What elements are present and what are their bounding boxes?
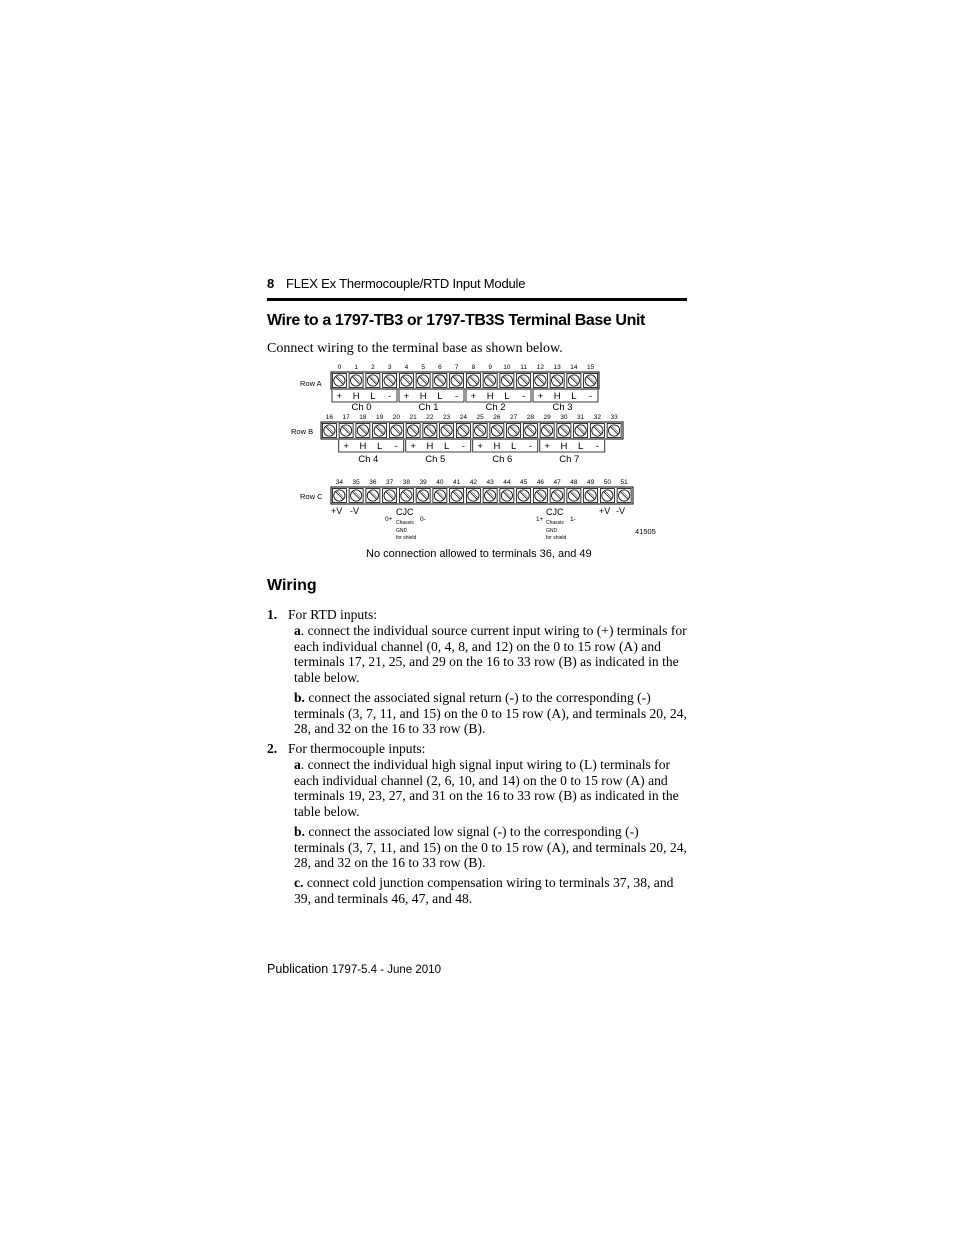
channel-pin-label: H: [352, 391, 360, 402]
terminal-number: 51: [620, 479, 628, 486]
terminal-screw: [584, 374, 598, 388]
terminal-number: 47: [553, 479, 561, 486]
text-line: c. connect cold junction compensation wiring to terminals 37, 38, and: [294, 875, 674, 890]
step-1a-lead: a: [294, 623, 301, 638]
channel-pin-label: L: [577, 441, 584, 452]
text-line: terminals (3, 7, 11, and 15) on the 0 to 15 row (A), and terminals 20, 24,: [294, 839, 687, 855]
terminal-screw: [550, 374, 564, 388]
terminal-number: 22: [426, 414, 434, 421]
terminal-number: 24: [459, 414, 467, 421]
terminal-number: 11: [520, 364, 527, 371]
text-line: a. connect the individual high signal input wiring to (L) terminals for: [294, 757, 671, 772]
section-title: Wire to a 1797-TB3 or 1797-TB3S Terminal Base Unit: [267, 312, 645, 329]
channel-pin-label: +: [537, 391, 544, 402]
terminal-number: 13: [553, 364, 561, 371]
terminal-screw: [533, 489, 547, 503]
channel-pin-label: -: [461, 441, 465, 452]
channel-pin-label: H: [359, 441, 367, 452]
channel-pin-label: H: [419, 391, 427, 402]
terminal-screw: [584, 489, 598, 503]
terminal-screw: [590, 424, 604, 438]
terminal-screw: [483, 374, 497, 388]
step-1-number: 1.: [267, 607, 278, 622]
channel-pin-label: L: [376, 441, 383, 452]
terminal-number: 9: [488, 364, 492, 371]
terminal-number: 8: [471, 364, 476, 371]
terminal-screw: [373, 424, 387, 438]
channel-label: Ch 5: [425, 454, 446, 465]
step-2b-lead: b.: [294, 824, 305, 839]
terminal-number: 1: [354, 364, 358, 371]
text-line: terminals 17, 21, 25, and 29 on the 16 to 33 row (B) as indicated in the: [294, 654, 679, 670]
channel-label: Ch 7: [559, 454, 580, 465]
page-header: [267, 276, 687, 296]
terminal-number: 42: [469, 479, 477, 486]
text-line: 28, and 32 on the 16 to 33 row (B).: [294, 855, 486, 871]
terminal-number: 27: [510, 414, 518, 421]
terminal-number: 40: [436, 479, 444, 486]
step-2-text: For thermocouple inputs:: [288, 741, 426, 756]
terminal-screw: [450, 374, 464, 388]
terminal-screw: [533, 374, 547, 388]
channel-label: Ch 4: [358, 454, 379, 465]
terminal-number: 33: [610, 414, 618, 421]
chassis-gnd-0-line1: Chassis: [396, 520, 414, 526]
terminal-screw: [600, 489, 614, 503]
terminal-screw: [507, 424, 521, 438]
text-line: table below.: [294, 803, 360, 819]
terminal-screw: [540, 424, 554, 438]
terminal-screw: [349, 489, 363, 503]
terminal-number: 20: [392, 414, 400, 421]
terminal-screw: [607, 424, 621, 438]
minus-v-right: -V: [616, 506, 625, 516]
publication-number: 1797-5.4 - June 2010: [331, 964, 441, 976]
text-line: 39, and terminals 46, 47, and 48.: [294, 890, 473, 906]
terminal-number: 30: [560, 414, 568, 421]
figure-number: 41505: [635, 527, 656, 536]
channel-pin-label: L: [504, 391, 510, 402]
terminal-number: 41: [453, 479, 461, 486]
terminal-screw: [383, 374, 397, 388]
terminal-number: 14: [570, 364, 578, 371]
channel-pin-label: L: [510, 441, 517, 452]
terminal-screw: [433, 374, 447, 388]
terminal-number: 26: [493, 414, 501, 421]
channel-label: Ch 3: [552, 402, 573, 413]
channel-pin-label: L: [571, 391, 577, 402]
terminal-screw: [332, 489, 346, 503]
channel-pin-label: +: [343, 441, 349, 452]
section-intro: Connect wiring to the terminal base as shown below.: [267, 341, 563, 356]
terminal-number: 3: [387, 364, 392, 371]
step-2b-paragraph: [294, 824, 688, 871]
terminal-number: 4: [404, 364, 409, 371]
chassis-gnd-1-line3: for shield: [546, 535, 567, 541]
channel-bracket: [533, 390, 598, 413]
text-line: a. connect the individual source current input wiring to (+) terminals for: [294, 623, 687, 638]
terminal-number: 48: [570, 479, 578, 486]
terminal-screw: [473, 424, 487, 438]
channel-pin-label: L: [437, 391, 443, 402]
channel-pin-label: -: [589, 391, 593, 402]
step-2-number: 2.: [267, 741, 278, 756]
text-line: b. connect the associated signal return (-) to the corresponding (-): [294, 690, 651, 705]
step-2a-paragraph: [294, 757, 688, 819]
terminal-number: 6: [438, 364, 442, 371]
channel-pin-label: +: [403, 391, 410, 402]
channel-pin-label: +: [410, 441, 416, 452]
chassis-gnd-1-line2: GND: [546, 528, 558, 534]
wiring-title: Wiring: [267, 577, 317, 594]
row-b-label: Row B: [291, 427, 314, 436]
channel-label: Ch 1: [418, 402, 439, 413]
terminal-screw: [567, 374, 581, 388]
terminal-number: 21: [409, 414, 417, 421]
terminal-screw: [490, 424, 504, 438]
diagram-note: No connection allowed to terminals 36, and 49: [366, 548, 592, 560]
terminal-screw: [433, 489, 447, 503]
terminal-number: 38: [402, 479, 410, 486]
terminal-number: 25: [476, 414, 484, 421]
text-line: table below.: [294, 669, 360, 685]
terminal-number: 49: [587, 479, 595, 486]
terminal-number: 5: [421, 364, 425, 371]
cjc0-minus: 0-: [420, 516, 426, 523]
terminal-number: 29: [543, 414, 551, 421]
terminal-screw: [483, 489, 497, 503]
terminal-number: 17: [342, 414, 350, 421]
text-line: b. connect the associated low signal (-) to the corresponding (-): [294, 824, 639, 839]
plus-v-left: +V: [331, 506, 343, 516]
terminal-number: 35: [352, 479, 360, 486]
header-rule: [267, 298, 687, 301]
terminal-screw: [366, 489, 380, 503]
terminal-screw: [356, 424, 370, 438]
channel-pin-label: -: [388, 391, 392, 402]
step-2c-lead: c.: [294, 875, 304, 890]
terminal-screw: [423, 424, 437, 438]
channel-pin-label: L: [370, 391, 376, 402]
row-a-label: Row A: [300, 379, 322, 388]
terminal-screw: [466, 374, 480, 388]
terminal-number: 43: [486, 479, 494, 486]
chassis-gnd-0-line3: for shield: [396, 535, 417, 541]
step-1b-lead: b.: [294, 690, 305, 705]
step-1a-paragraph: [294, 623, 688, 685]
terminal-screw: [339, 424, 353, 438]
cjc1-label: CJC: [546, 507, 564, 517]
channel-bracket: [399, 390, 464, 413]
channel-pin-label: H: [486, 391, 494, 402]
channel-pin-label: -: [528, 441, 532, 452]
terminal-number: 37: [386, 479, 394, 486]
terminal-number: 19: [376, 414, 384, 421]
terminal-screw: [450, 489, 464, 503]
channel-pin-label: +: [470, 391, 477, 402]
header-title: FLEX Ex Thermocouple/RTD Input Module: [286, 276, 526, 291]
terminal-number: 32: [593, 414, 601, 421]
cjc1-minus: 1-: [570, 516, 576, 523]
channel-pin-label: +: [336, 391, 343, 402]
terminal-number: 15: [587, 364, 595, 371]
page-footer: [267, 962, 441, 976]
terminal-screw: [500, 374, 514, 388]
plus-v-right: +V: [599, 506, 611, 516]
step-2a-lead: a: [294, 757, 301, 772]
channel-bracket: [332, 390, 397, 413]
chassis-gnd-1-line1: Chassis: [546, 520, 564, 526]
chassis-gnd-0-line2: GND: [396, 528, 408, 534]
terminal-number: 10: [503, 364, 511, 371]
terminal-number: 46: [536, 479, 544, 486]
terminal-screw: [366, 374, 380, 388]
channel-bracket: [406, 440, 471, 465]
terminal-number: 16: [325, 414, 333, 421]
terminal-screw: [383, 489, 397, 503]
terminal-number: 7: [454, 364, 459, 371]
channel-pin-label: H: [493, 441, 501, 452]
step-1b-paragraph: [294, 690, 688, 737]
text-line: terminals (3, 7, 11, and 15) on the 0 to 15 row (A), and terminals 20, 24,: [294, 705, 687, 721]
cjc1-plus: 1+: [536, 516, 544, 523]
cjc0-label: CJC: [396, 507, 414, 517]
row-c-label: Row C: [300, 492, 323, 501]
terminal-number: 44: [503, 479, 511, 486]
cjc0-plus: 0+: [385, 516, 393, 523]
terminal-number: 34: [335, 479, 343, 486]
terminal-number: 39: [419, 479, 427, 486]
terminal-number: 28: [526, 414, 534, 421]
terminal-number: 50: [603, 479, 611, 486]
terminal-screw: [389, 424, 403, 438]
terminal-screw: [567, 489, 581, 503]
terminal-screw: [399, 374, 413, 388]
terminal-number: 12: [536, 364, 544, 371]
page-number: 8: [267, 276, 275, 291]
channel-pin-label: -: [455, 391, 459, 402]
terminal-number: 2: [371, 364, 375, 371]
channel-pin-label: -: [595, 441, 599, 452]
text-line: each individual channel (2, 6, 10, and 14) on the 0 to 15 row (A) and: [294, 772, 668, 788]
terminal-screw: [466, 489, 480, 503]
terminal-screw: [500, 489, 514, 503]
terminal-number: 45: [520, 479, 528, 486]
channel-bracket: [339, 440, 404, 465]
channel-pin-label: -: [394, 441, 398, 452]
minus-v-left: -V: [350, 506, 359, 516]
terminal-screw: [557, 424, 571, 438]
text-line: each individual channel (0, 4, 8, and 12) on the 0 to 15 row (A) and: [294, 638, 661, 654]
terminal-screw: [349, 374, 363, 388]
channel-label: Ch 0: [351, 402, 372, 413]
channel-pin-label: +: [544, 441, 550, 452]
channel-bracket: [540, 440, 605, 465]
channel-pin-label: H: [560, 441, 568, 452]
channel-pin-label: H: [553, 391, 561, 402]
terminal-number: 23: [443, 414, 451, 421]
step-2c-paragraph: [294, 875, 688, 906]
channel-pin-label: +: [477, 441, 483, 452]
terminal-screw: [440, 424, 454, 438]
terminal-screw: [332, 374, 346, 388]
terminal-number: 0: [337, 364, 342, 371]
step-1-text: For RTD inputs:: [288, 607, 378, 622]
channel-bracket: [466, 390, 531, 413]
channel-label: Ch 6: [492, 454, 513, 465]
text-line: 28, and 32 on the 16 to 33 row (B).: [294, 721, 486, 737]
terminal-screw: [416, 374, 430, 388]
text-line: terminals 19, 23, 27, and 31 on the 16 to 33 row (B) as indicated in the: [294, 788, 679, 804]
terminal-screw: [574, 424, 588, 438]
terminal-screw: [416, 489, 430, 503]
terminal-number: 36: [369, 479, 377, 486]
channel-pin-label: H: [426, 441, 434, 452]
terminal-screw: [406, 424, 420, 438]
terminal-screw: [399, 489, 413, 503]
channel-bracket: [473, 440, 538, 465]
terminal-screw: [517, 374, 531, 388]
terminal-screw: [617, 489, 631, 503]
terminal-screw: [517, 489, 531, 503]
terminal-base-wiring-diagram: [285, 360, 675, 570]
terminal-screw: [322, 424, 336, 438]
channel-label: Ch 2: [485, 402, 506, 413]
channel-pin-label: L: [443, 441, 450, 452]
footer-label: Publication: [267, 962, 329, 976]
terminal-screw: [523, 424, 537, 438]
terminal-number: 31: [577, 414, 585, 421]
terminal-number: 18: [359, 414, 367, 421]
terminal-screw: [550, 489, 564, 503]
terminal-screw: [456, 424, 470, 438]
channel-pin-label: -: [522, 391, 526, 402]
